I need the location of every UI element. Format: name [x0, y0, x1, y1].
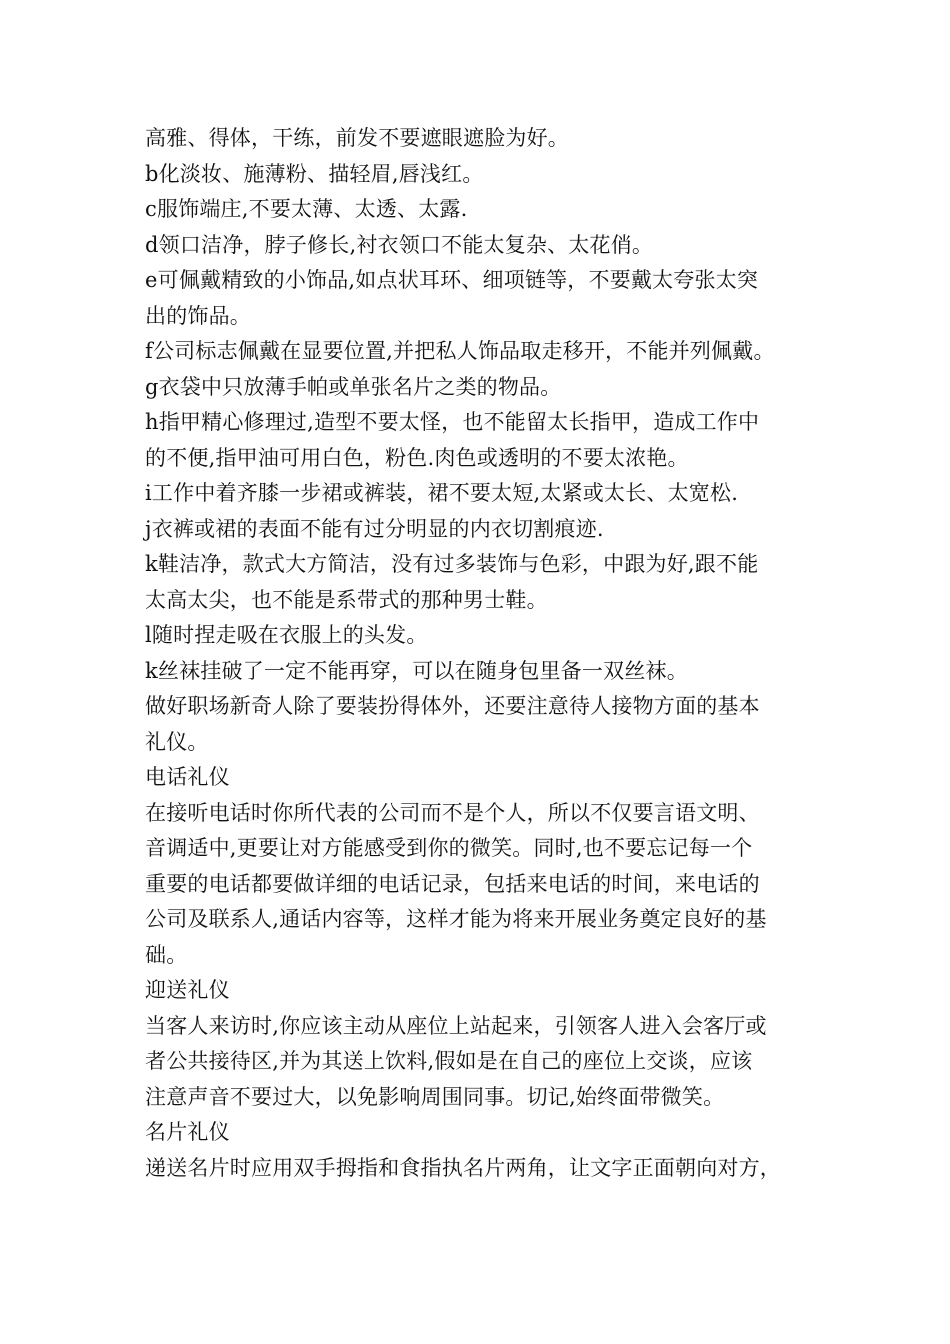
text-line: l随时捏走吸在衣服上的头发。 — [145, 623, 428, 647]
text-line: k鞋洁净，款式大方简洁，没有过多装饰与色彩，中跟为好,跟不能 — [145, 552, 759, 576]
text-line: 太高太尖，也不能是系带式的那种男士鞋。 — [145, 587, 548, 612]
text-line: d领口洁净，脖子修长,衬衣领口不能太复杂、太花俏。 — [145, 232, 654, 257]
text-line: 者公共接待区,并为其送上饮料,假如是在自己的座位上交谈，应该 — [145, 1049, 753, 1073]
text-line: 做好职场新奇人除了要装扮得体外，还要注意待人接物方面的基本 — [145, 694, 760, 718]
text-line: 出的饰品。 — [145, 303, 251, 328]
text-line: 音调适中,更要让对方能感受到你的微笑。同时,也不要忘记每一个 — [145, 836, 753, 860]
text-line: 础。 — [145, 942, 188, 967]
text-line: i工作中着齐膝一步裙或裤装，裙不要太短,太紧或太长、太宽松. — [145, 481, 739, 505]
text-line: 高雅、得体，干练，前发不要遮眼遮脸为好。 — [145, 126, 569, 150]
text-line: b化淡妆、施薄粉、描轻眉,唇浅红。 — [145, 161, 484, 186]
text-line: j衣裤或裙的表面不能有过分明显的内衣切割痕迹. — [145, 516, 604, 541]
text-line: 递送名片时应用双手拇指和食指执名片两角，让文字正面朝向对方， — [145, 1155, 781, 1180]
section-heading: 电话礼仪 — [145, 765, 230, 789]
text-line: 当客人来访时,你应该主动从座位上站起来，引领客人进入会客厅或 — [145, 1013, 767, 1038]
text-line: 公司及联系人,通话内容等，这样才能为将来开展业务奠定良好的基 — [145, 907, 767, 931]
text-line: f公司标志佩戴在显要位置,并把私人饰品取走移开，不能并列佩戴。 — [145, 339, 775, 363]
text-line: c服饰端庄,不要太薄、太透、太露. — [145, 197, 468, 221]
text-line: 重要的电话都要做详细的电话记录，包括来电话的时间，来电话的 — [145, 871, 760, 896]
section-heading: 名片礼仪 — [145, 1120, 230, 1144]
text-line: g衣袋中只放薄手帕或单张名片之类的物品。 — [145, 374, 562, 399]
text-line: e可佩戴精致的小饰品,如点状耳环、细项链等，不要戴太夸张太突 — [145, 268, 759, 292]
text-line: 注意声音不要过大，以免影响周围同事。切记,始终面带微笑。 — [145, 1084, 725, 1109]
text-line: h指甲精心修理过,造型不要太怪，也不能留太长指甲，造成工作中 — [145, 410, 760, 434]
text-line: 的不便,指甲油可用白色，粉色.肉色或透明的不要太浓艳。 — [145, 445, 689, 470]
text-line: k丝袜挂破了一定不能再穿，可以在随身包里备一双丝袜。 — [145, 658, 688, 683]
text-line: 礼仪。 — [145, 729, 209, 754]
section-heading: 迎送礼仪 — [145, 978, 230, 1002]
document-body — [145, 121, 835, 1186]
text-line: 在接听电话时你所代表的公司而不是个人，所以不仅要言语文明、 — [145, 800, 760, 825]
